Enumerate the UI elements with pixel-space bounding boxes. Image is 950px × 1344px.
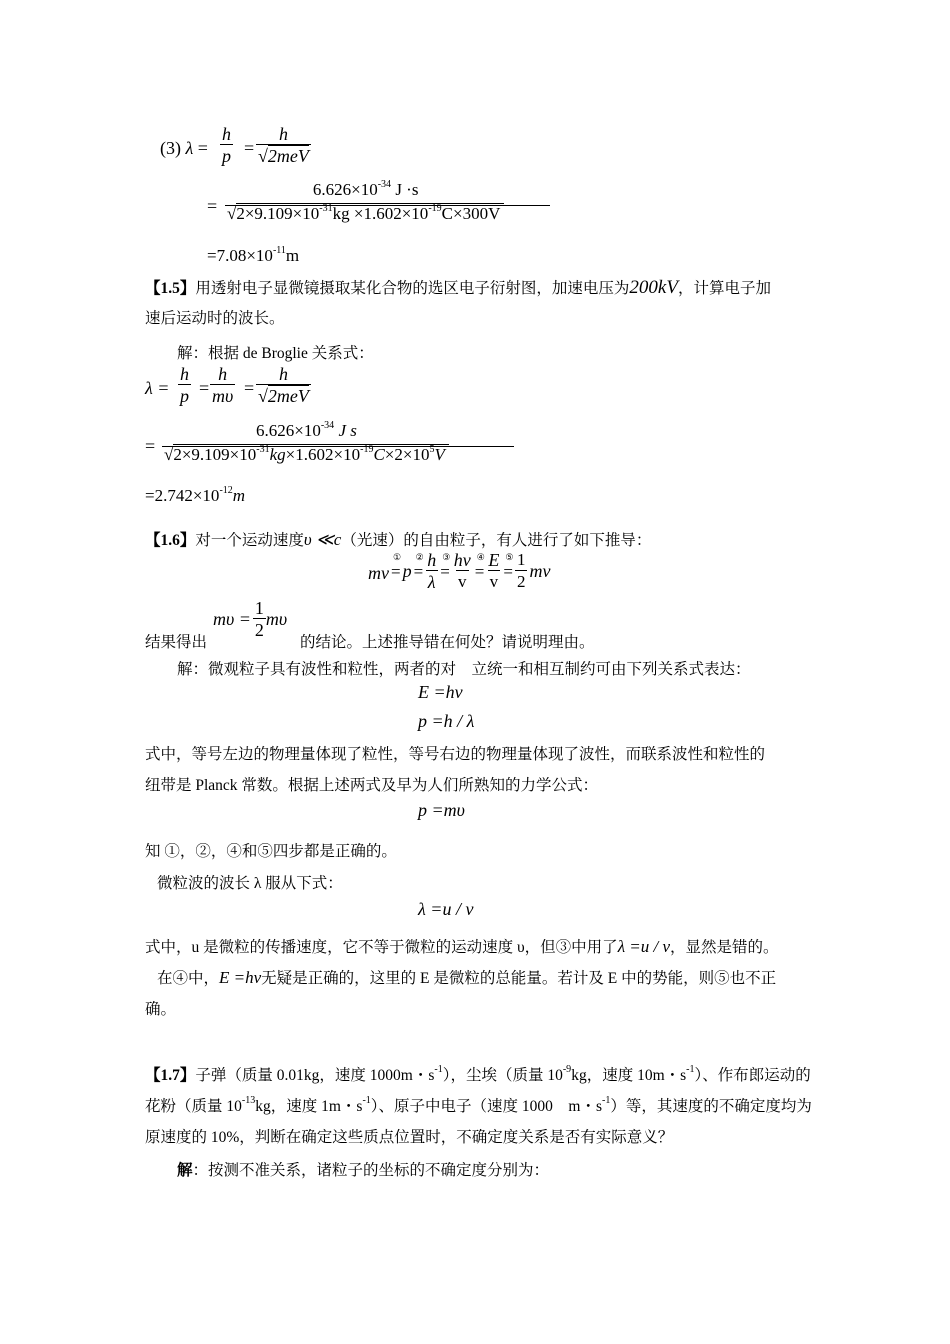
condition: υ ≪c [303, 530, 342, 549]
step-1-marker: ① [393, 551, 402, 562]
q16-para2: 纽带是 Planck 常数。根据上述两式及早为人们所熟知的力学公式： [145, 777, 598, 794]
frac-h-p: $\frac{h}{p}$ [180, 364, 189, 406]
q16-para1: 式中，等号左边的物理量体现了粒性，等号右边的物理量体现了波性，而联系波性和粒性的 [145, 746, 766, 763]
q15-line2: 速后运动时的波长。 [145, 310, 285, 327]
q16-para6: 在④中，E =hν无疑是正确的，这里的 E 是微粒的总能量。若计及 E 中的势能，则⑤也不正 [157, 968, 777, 987]
result-15: $=2.742\times 10^{-12}m$ [145, 485, 246, 505]
q17-solution-intro: 解：按测不准关系，诸粒子的坐标的不确定度分别为： [177, 1162, 550, 1179]
numerator-numeric: $6.626\times 10^{-34}$ J s [256, 420, 357, 440]
equals: = [244, 138, 255, 158]
q16-para4: 微粒波的波长 λ 服从下式： [157, 875, 343, 892]
step-4-marker: ④ [476, 551, 485, 562]
result-eq: mυ = $\frac{1}{2}$ mυ [213, 598, 288, 640]
formula-3-line1: (3) λ = [160, 138, 208, 158]
numerator-h: h [278, 124, 288, 144]
question-tag: 【1.6】 [145, 532, 196, 549]
q15-line1 [145, 278, 771, 299]
q16-para7: 确。 [145, 1001, 177, 1018]
frac-numeric-15 [162, 421, 451, 469]
equals: = [207, 196, 218, 216]
fraction-bar [225, 205, 550, 206]
frac-numeric-3 [225, 180, 506, 228]
q16-line1: 【1.6】对一个运动速度υ ≪c（光速）的自由粒子，有人进行了如下推导： [145, 530, 652, 549]
q17-line2: 花粉（质量 $10^{-13}kg$，速度 1m・$s^{-1}$）、原子中电子（速度 1000 m・$s^{-1}$）等，其速度的不确定度均为 [145, 1095, 812, 1115]
question-tag: 【1.5】 [145, 280, 196, 297]
result-3: $=7.08\times 10^{-11}m$ [207, 245, 300, 265]
frac-h-over-p [220, 124, 233, 167]
denominator-p: p [222, 146, 231, 166]
denominator-sqrt: $√2\times 9.109\times 10^{-31}kg \times 1.602\times 10^{-19}C\times 300V$ [225, 203, 506, 228]
frac-h-sqrt: $\frac{h}{\text{√2meV}}$ [258, 364, 309, 406]
frac-h-mv: $\frac{h}{m\upsilon}$ [212, 364, 234, 406]
equals: = [199, 378, 210, 398]
q16-solution-intro: 解：微观粒子具有波性和粒性，两者的对 立统一和相互制约可由下列关系式表达： [177, 661, 751, 678]
derivation-chain: mv = ① p = ② $\frac{h}{\lambda}$ = ③ $\frac{h\nu}{v}$ = ④ $\frac{E}{v}$ = ⑤ $\frac{1}{2}$ mv [368, 550, 551, 592]
step-5-marker: ⑤ [505, 551, 514, 562]
text: 用透射电子显微镜摄取某化合物的选区电子衍射图，加速电压为 [195, 280, 630, 297]
numerator-numeric: $6.626\times 10^{-34}$ J ·s [312, 179, 419, 199]
step-3-marker: ③ [442, 551, 451, 562]
q17-line1: 【1.7】子弹（质量 0.01kg，速度 1000m・$s^{-1}$），尘埃（质量 $10^{-9}kg$，速度 10m・$s^{-1}$）、作布郎运动的 [145, 1064, 811, 1084]
step-2-marker: ② [415, 551, 424, 562]
lambda-symbol: λ [185, 138, 194, 158]
equals: = [244, 378, 255, 398]
equals: = [145, 436, 156, 456]
eq-p-mv: p =mυ [418, 800, 465, 820]
item-label: (3) [160, 138, 181, 158]
frac-h-over-sqrt [256, 124, 311, 167]
numerator-h: h [222, 124, 231, 144]
q16-result-post: 的结论。上述推导错在何处？请说明理由。 [300, 634, 595, 651]
q16-result-pre: 结果得出 [145, 634, 208, 651]
text: ，计算电子加 [677, 280, 771, 297]
q17-line3: 原速度的 10%，判断在确定这些质点位置时，不确定度关系是否有实际意义？ [145, 1129, 674, 1146]
q16-para3: 知 ①，②，④和⑤四步都是正确的。 [145, 843, 397, 860]
sqrt-radicand: 2meV [267, 146, 309, 166]
eq-p-h-lambda: p =h / λ [418, 711, 475, 731]
q15-solution-intro: 解：根据 de Broglie 关系式： [177, 345, 374, 362]
fraction-bar [162, 446, 514, 447]
q16-para5: 式中，u 是微粒的传播速度，它不等于微粒的运动速度 υ，但③中用了λ =u / v，显然是错的。 [145, 937, 779, 956]
eq-E-hv: E =hν [418, 682, 463, 702]
sqrt-denominator: √2meV [258, 146, 309, 166]
eq-lambda-u-v: λ =u / v [418, 899, 474, 919]
lambda-eq: λ = [145, 378, 170, 398]
denominator-sqrt: $√2\times 9.109\times 10^{-31}kg\times 1.602\times 10^{-19}C\times 2\times 10^5V$ [162, 444, 451, 469]
question-tag: 【1.7】 [145, 1067, 196, 1084]
voltage-value: 200kV [629, 277, 678, 298]
